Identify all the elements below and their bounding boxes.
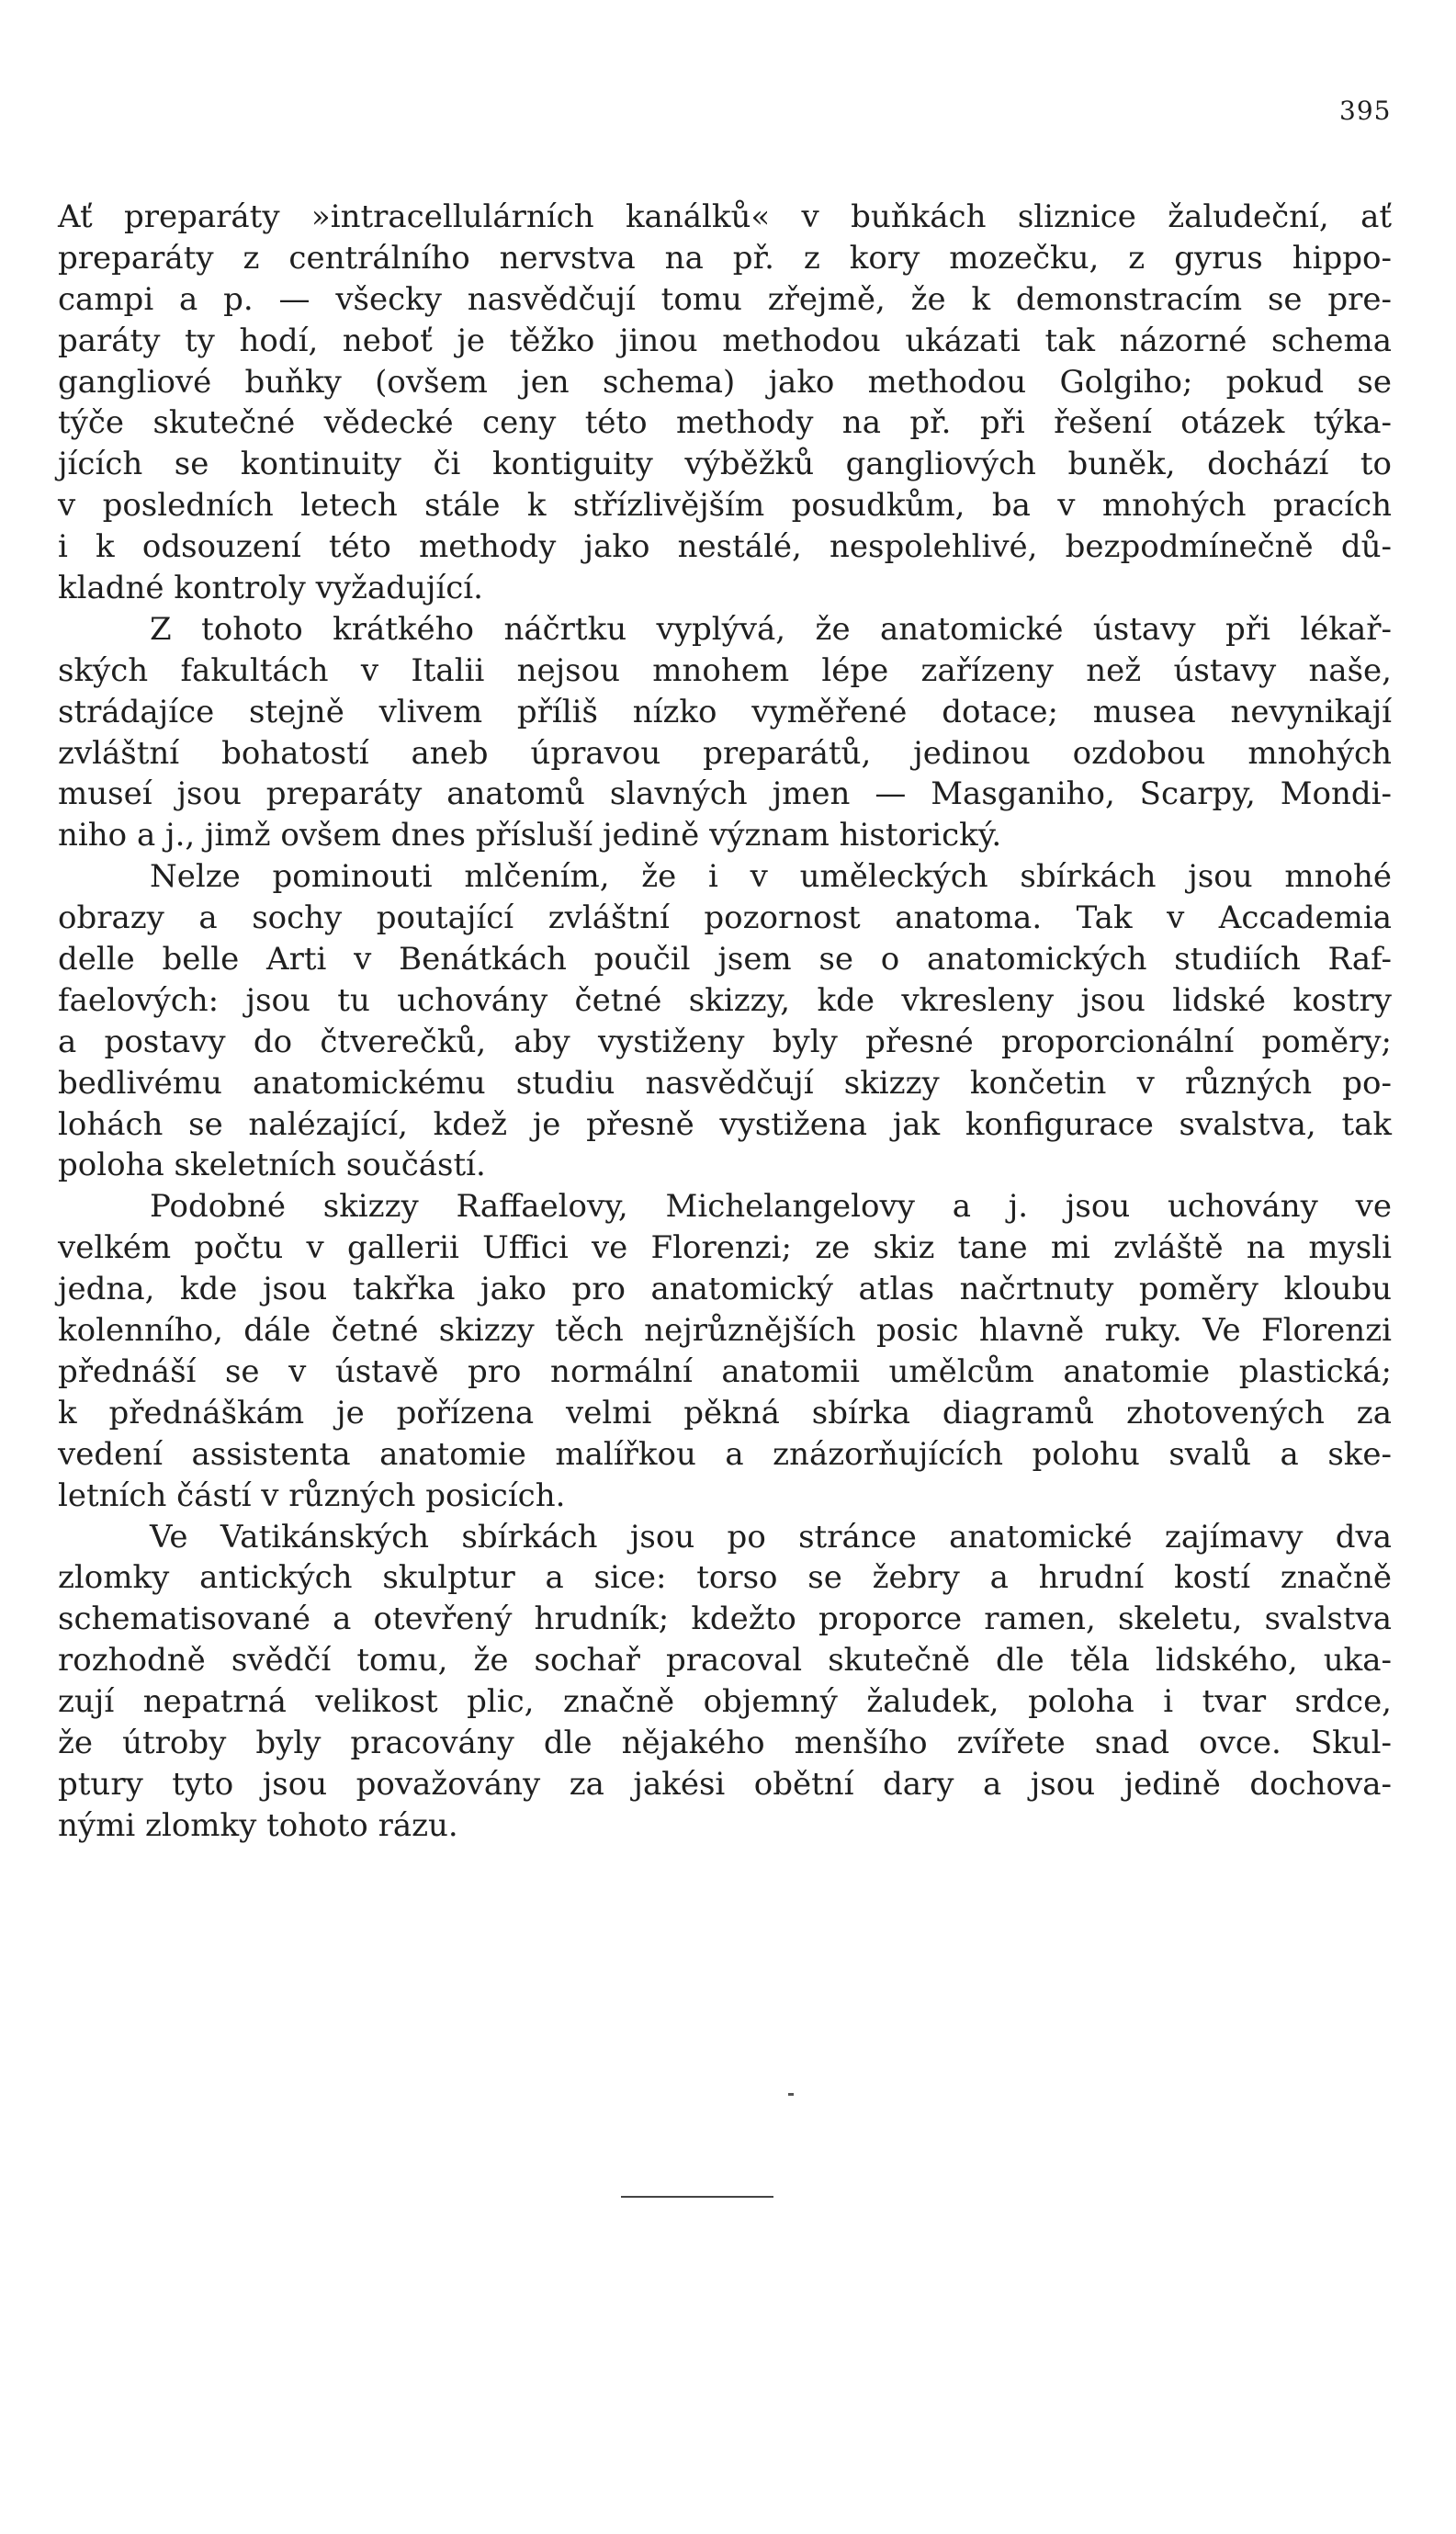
text-line: jících se kontinuity či kontiguity výběžků gangliových buněk, dochází to [58,446,1392,483]
text-line: kolenního, dále četné skizzy těch nejrůznějších posic hlavně ruky. Ve Florenzi [58,1312,1392,1350]
text-line: a postavy do čtverečků, aby vystiženy byly přesné proporcionální poměry; [58,1023,1392,1060]
text-line: přednáší se v ústavě pro normální anatomii umělcům anatomie plastická; [58,1352,1392,1390]
text-line: týče skutečné vědecké ceny této methody na př. při řešení otázek týka- [58,404,1392,442]
text-line: preparáty z centrálního nervstva na př. z kory mozečku, z gyrus hippo- [58,239,1392,277]
text-line: Z tohoto krátkého náčrtku vyplývá, že anatomické ústavy při lékař- [150,610,1392,648]
text-line: ských fakultách v Italii nejsou mnohem lépe zařízeny než ústavy naše, [58,651,1392,689]
text-line: campi a p. — všecky nasvědčují tomu zřejmě, že k demonstracím se pre- [58,280,1392,318]
text-line: schematisované a otevřený hrudník; kdežto proporce ramen, skeletu, svalstva [58,1601,1392,1638]
text-line: faelových: jsou tu uchovány četné skizzy, kde vkresleny jsou lidské kostry [58,981,1392,1019]
text-line: obrazy a sochy poutající zvláštní pozornost anatoma. Tak v Accademia [58,899,1392,937]
text-line: strádajíce stejně vlivem příliš nízko vyměřené dotace; musea nevynikají [58,693,1392,730]
text-line: Ať preparáty »intracellulárních kanálků« v buňkách sliznice žaludeční, ať [58,198,1392,235]
text-line: zvláštní bohatostí aneb úpravou preparátů, jedinou ozdobou mnohých [58,734,1392,772]
text-line: Nelze pominouti mlčením, že i v uměleckých sbírkách jsou mnohé [150,858,1392,896]
text-line: paráty ty hodí, neboť je těžko jinou methodou ukázati tak názorné schema [58,322,1392,359]
stray-dot-mark [788,2093,794,2096]
text-line: i k odsouzení této methody jako nestálé, nespolehlivé, bezpodmínečně dů- [58,528,1392,566]
text-line: ptury tyto jsou považovány za jakési obětní dary a jsou jedině dochova- [58,1765,1392,1803]
text-line: gangliové buňky (ovšem jen schema) jako methodou Golgiho; pokud se [58,363,1392,401]
text-line: rozhodně svědčí tomu, že sochař pracoval skutečně dle těla lidského, uka- [58,1642,1392,1680]
text-line: Ve Vatikánských sbírkách jsou po stránce anatomické zajímavy dva [150,1518,1392,1555]
text-line: jedna, kde jsou takřka jako pro anatomický atlas načrtnuty poměry kloubu [58,1271,1392,1308]
text-line: Podobné skizzy Raffaelovy, Michelangelovy a j. jsou uchovány ve [150,1188,1392,1226]
text-line: niho a j., jimž ovšem dnes přísluší jedině význam historický. [58,817,1002,854]
body-text [58,197,1392,1847]
end-rule-divider [621,2196,773,2198]
text-line: velkém počtu v gallerii Uffici ve Florenzi; ze skiz tane mi zvláště na mysli [58,1229,1392,1267]
text-line: poloha skeletních součástí. [58,1147,486,1184]
text-line: vedení assistenta anatomie malířkou a znázorňujících polohu svalů a ske- [58,1435,1392,1473]
text-line: bedlivému anatomickému studiu nasvědčují skizzy končetin v různých po- [58,1064,1392,1102]
text-line: delle belle Arti v Benátkách poučil jsem se o anatomických studiích Raf- [58,941,1392,979]
text-line: že útroby byly pracovány dle nějakého menšího zvířete snad ovce. Skul- [58,1724,1392,1761]
text-line: kladné kontroly vyžadující. [58,570,483,607]
text-line: museí jsou preparáty anatomů slavných jmen — Masganiho, Scarpy, Mondi- [58,775,1392,813]
text-line: nými zlomky tohoto rázu. [58,1806,458,1844]
text-line: v posledních letech stále k střízlivějším posudkům, ba v mnohých pracích [58,487,1392,525]
page-number: 395 [1339,96,1392,126]
text-line: lohách se nalézající, kdež je přesně vystižena jak konfigurace svalstva, tak [58,1105,1392,1143]
text-line: zlomky antických skulptur a sice: torso se žebry a hrudní kostí značně [58,1559,1392,1597]
text-line: zují nepatrná velikost plic, značně objemný žaludek, poloha i tvar srdce, [58,1683,1392,1721]
text-line: letních částí v různých posicích. [58,1476,566,1514]
text-line: k přednáškám je pořízena velmi pěkná sbírka diagramů zhotovených za [58,1394,1392,1431]
